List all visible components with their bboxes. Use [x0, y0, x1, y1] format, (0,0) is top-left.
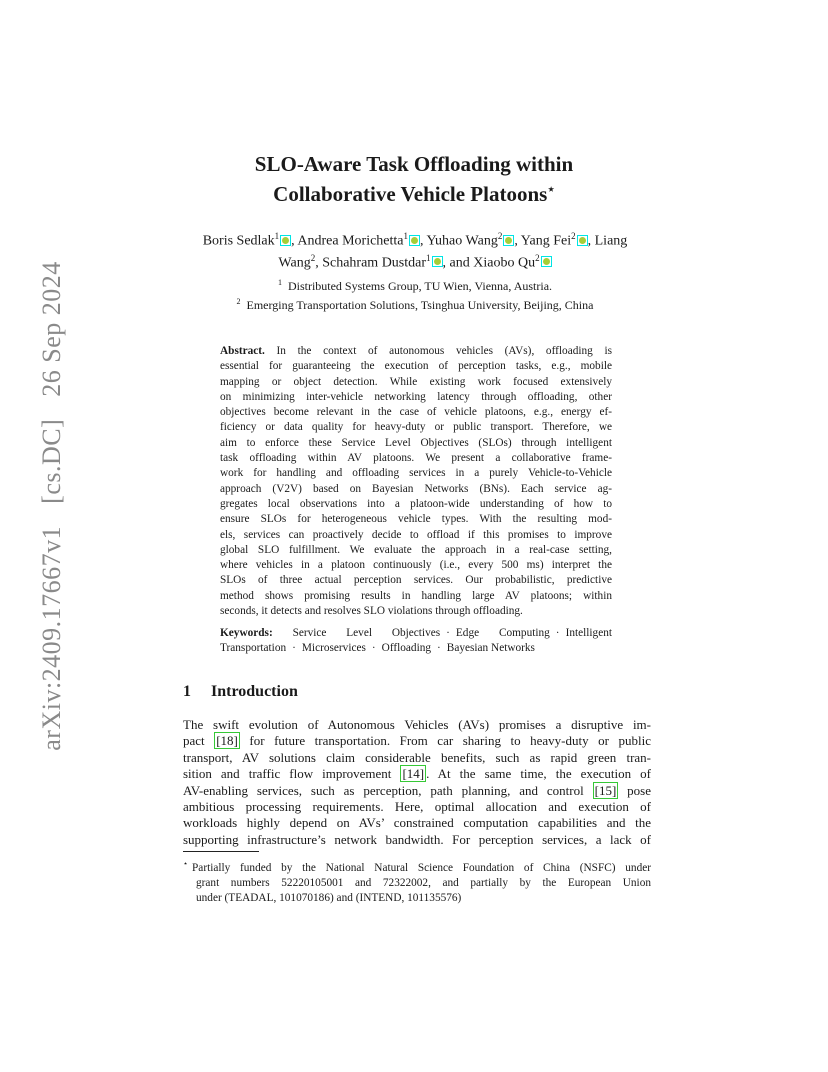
abstract-line: method shows promising results in handling large AV platoons; within [220, 589, 612, 602]
body-line: pact [18] for future transportation. From car sharing to heavy-duty or public [183, 733, 651, 749]
arxiv-date: 26 Sep 2024 [37, 261, 66, 397]
footnote [183, 856, 651, 906]
abstract-line: SLOs of three actual perception services. Our probabilistic, predictive [220, 574, 612, 587]
citation-link[interactable]: [14] [402, 766, 425, 782]
arxiv-identifier [37, 261, 67, 751]
footnote-rule [183, 851, 259, 852]
abstract-line: where vehicles in a platoon continuously (i.e., every 500 ms) interpret the [220, 559, 612, 572]
abstract-line: seconds, it detects and resolves SLO violations through offloading. [220, 605, 523, 618]
author-line-1: Boris Sedlak$^1$ , Andrea Morichetta$^1$ , Yuhao Wang$^2$ , Yang Fei$^2$ , Liang [202, 231, 628, 249]
abstract-line: gregates local observations into a platoon-wide understanding of how to [220, 497, 612, 510]
orcid-icon[interactable] [503, 235, 514, 246]
arxiv-category: [cs.DC] [37, 418, 66, 504]
abstract-line: ensure SLOs for heterogeneous vehicle types. With the resulting mod- [220, 513, 612, 526]
abstract-line: work for handling and offloading services in a purely Vehicle-to-Vehicle [220, 467, 612, 480]
body-line: transport, AV solutions claim considerable benefits, such as rapid green tran- [183, 749, 651, 765]
body-line: The swift evolution of Autonomous Vehicles (AVs) promises a disruptive im- [183, 717, 651, 732]
orcid-icon[interactable] [577, 235, 588, 246]
keywords-line-1: Keywords: Service Level Objectives · Edge Computing · Intelligent [220, 627, 612, 639]
abstract-line: on minimizing inter-vehicle networking latency through offloading, other [220, 390, 612, 403]
title-line-2: Collaborative Vehicle Platoons⋆ [273, 182, 555, 206]
orcid-icon[interactable] [541, 256, 552, 267]
keywords [220, 626, 612, 657]
orcid-icon[interactable] [432, 256, 443, 267]
abstract-line: Abstract. In the context of autonomous vehicles (AVs), offloading is [220, 345, 612, 357]
arxiv-id: arXiv:2409.17667v1 [37, 525, 66, 751]
abstract-label: Abstract. [220, 345, 265, 357]
footnote-mark: ⋆ [183, 859, 189, 868]
body-line: sition and traffic flow improvement [14] . At the same time, the execution of [183, 766, 651, 782]
orcid-icon[interactable] [409, 235, 420, 246]
footnote-line: ⋆ Partially funded by the National Natural Science Foundation of China (NSFC) under [183, 859, 651, 874]
abstract-line: els, services can proactively decide to offload if this promises to improve [220, 528, 612, 541]
body-line: AV-enabling services, such as perception, path planning, and control [15] pose [183, 782, 651, 798]
section-number: 1 [183, 683, 191, 700]
paper-title [0, 152, 828, 207]
affiliation-1: $^1$ Distributed Systems Group, TU Wien, Vienna, Austria. [277, 278, 553, 293]
abstract-line: objectives become relevant in the case of vehicle platoons, e.g., energy ef- [220, 406, 612, 419]
keywords-line-2: Transportation · Microservices · Offloading · Bayesian Networks [220, 642, 535, 655]
title-line-1: SLO-Aware Task Offloading within [254, 152, 574, 176]
author-line-2: Wang$^2$, Schahram Dustdar$^1$ , and Xiaobo Qu$^2$ [150, 250, 680, 272]
footnote-line: under (TEADAL, 101070186) and (INTEND, 101135576) [196, 891, 462, 904]
footnote-line: grant numbers 52220105001 and 72322002, and partially by the European Union [196, 876, 651, 889]
section-title: Introduction [211, 683, 298, 700]
citation-link[interactable]: [15] [594, 782, 617, 798]
abstract-line: approach (V2V) based on Bayesian Networks (BNs). Each service ag- [220, 482, 612, 495]
abstract-line: mapping or object detection. While existing work focused extensively [220, 375, 612, 388]
body-line: ambitious processing requirements. Here, optimal allocation and execution of [183, 799, 651, 815]
citation-link[interactable]: [18] [216, 733, 238, 749]
orcid-icon[interactable] [280, 235, 291, 246]
abstract [220, 344, 612, 619]
body-line: supporting infrastructure’s network bandwidth. For perception services, a lack of [183, 831, 651, 847]
author-list [150, 228, 680, 271]
body-line: workloads highly depend on AVs’ constrained computation capabilities and the [183, 815, 651, 831]
affiliations [150, 275, 680, 313]
title-footnote-mark: ⋆ [547, 182, 555, 196]
abstract-line: essential for guaranteeing the execution of perception tasks, e.g., mobile [220, 360, 612, 373]
keywords-label: Keywords: [220, 627, 273, 639]
abstract-line: ficiency or data quality for heavy-duty or public transport. Therefore, we [220, 421, 612, 434]
abstract-line: aim to enforce these Service Level Objectives (SLOs) through intelligent [220, 436, 612, 449]
affiliation-2: $^2$ Emerging Transportation Solutions, Tsinghua University, Beijing, China [236, 297, 594, 312]
section-heading [183, 683, 298, 701]
abstract-line: task offloading within AV platoons. We present a collaborative frame- [220, 452, 612, 465]
abstract-line: global SLO fulfillment. We evaluate the approach in a real-case setting, [220, 543, 612, 556]
intro-paragraph [183, 717, 651, 848]
